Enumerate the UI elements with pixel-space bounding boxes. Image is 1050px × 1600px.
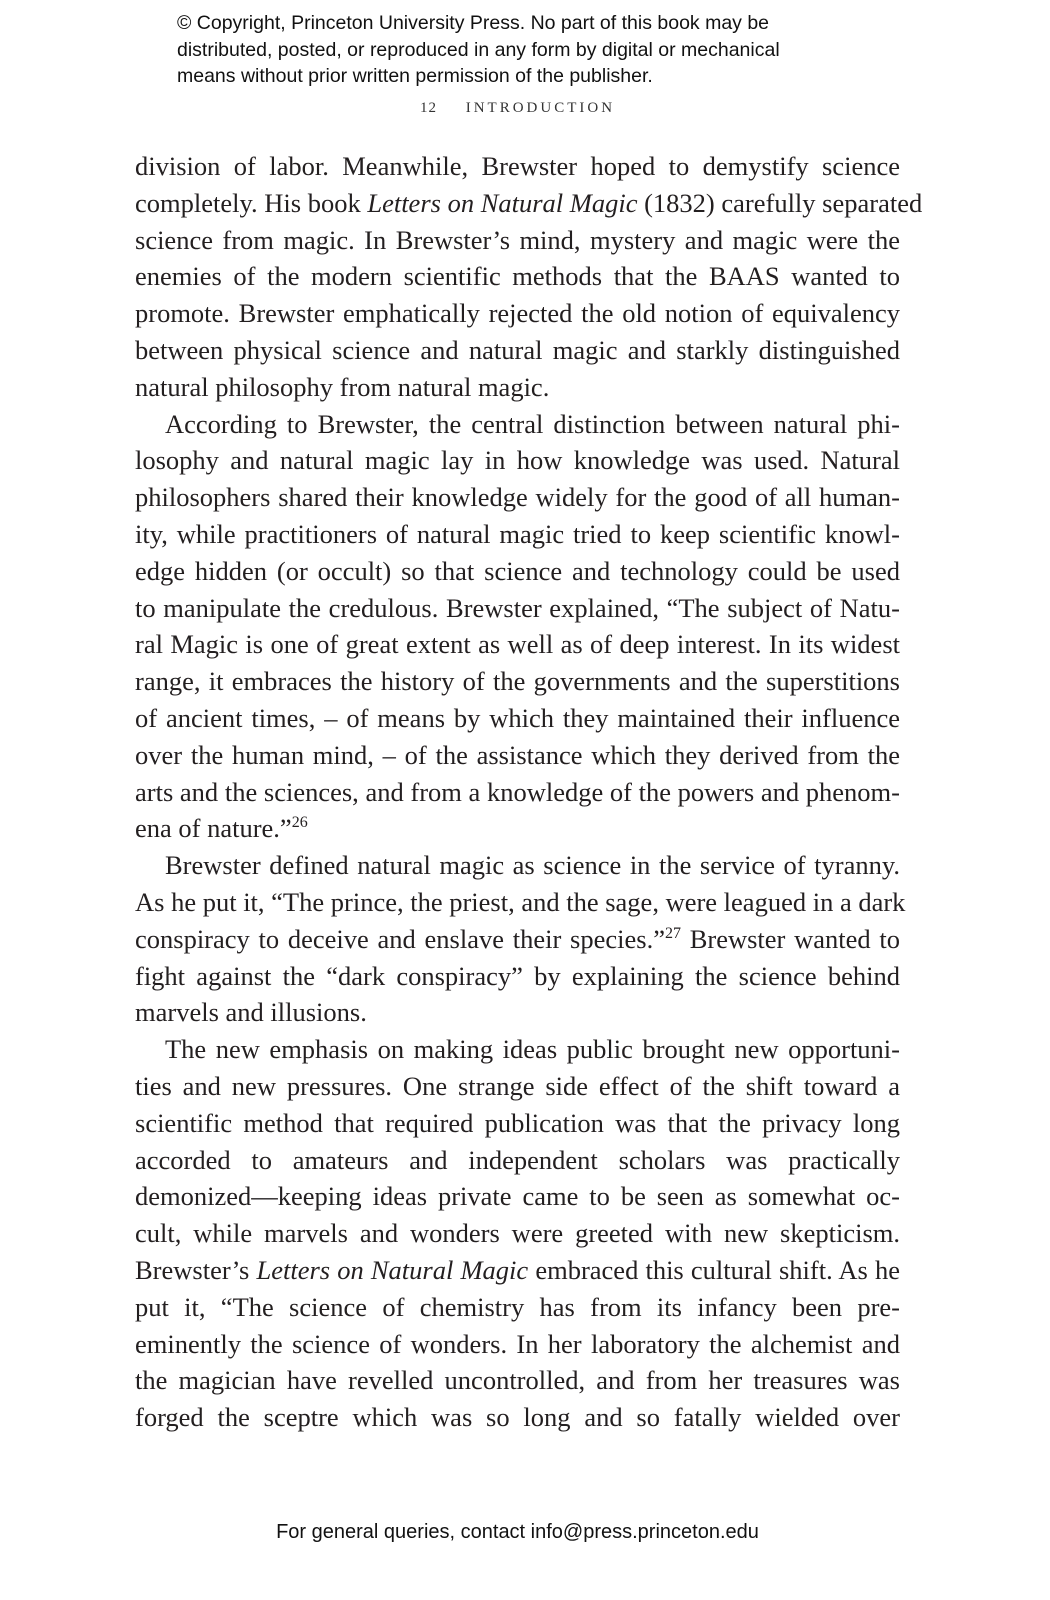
page-number: 12 <box>419 100 437 116</box>
footnote-ref-26[interactable]: 26 <box>291 814 308 832</box>
text-line: accorded to amateurs and independent scholars was practically <box>135 1144 900 1175</box>
text-line: fight against the “dark conspiracy” by explaining the science behind <box>135 960 900 991</box>
text-line: scientific method that required publication was that the privacy long <box>135 1107 900 1138</box>
text-line: ity, while practitioners of natural magic tried to keep scientific knowl- <box>135 518 900 549</box>
text-line: edge hidden (or occult) so that science and technology could be used <box>135 555 900 586</box>
text-line: eminently the science of wonders. In her laboratory the alchemist and <box>135 1328 900 1359</box>
body-text <box>135 148 923 1436</box>
text-line: over the human mind, – of the assistance which they derived from the <box>135 739 900 770</box>
text-line: Brewster’s Letters on Natural Magic embraced this cultural shift. As he <box>135 1254 900 1285</box>
copyright-notice <box>177 10 877 90</box>
text-line: science from magic. In Brewster’s mind, mystery and magic were the <box>135 224 900 255</box>
text-line: philosophers shared their knowledge widely for the good of all human- <box>135 482 900 513</box>
text-line: division of labor. Meanwhile, Brewster hoped to demystify science <box>135 151 900 181</box>
copyright-line: distributed, posted, or reproduced in any form by digital or mechanical <box>177 38 780 61</box>
text-line: cult, while marvels and wonders were greeted with new skepticism. <box>135 1218 900 1249</box>
text-line: ral Magic is one of great extent as well as of deep interest. In its widest <box>135 629 900 660</box>
copyright-line: © Copyright, Princeton University Press. No part of this book may be <box>177 12 770 34</box>
text-line: of ancient times, – of means by which they maintained their influence <box>135 702 900 733</box>
chapter-title: INTRODUCTION <box>465 100 616 116</box>
book-title: Letters on Natural Magic <box>256 1254 529 1285</box>
book-title: Letters on Natural Magic <box>367 187 638 218</box>
text-line: demonized—keeping ideas private came to be seen as somewhat oc- <box>135 1181 900 1212</box>
text-line: arts and the sciences, and from a knowledge of the powers and phenom- <box>135 776 900 807</box>
text-line: between physical science and natural magic and starkly distinguished <box>135 334 900 365</box>
paragraph-start: Brewster defined natural magic as science in the service of tyranny. <box>165 850 900 881</box>
text-line: the magician have revelled uncontrolled, and from her treasures was <box>135 1365 900 1396</box>
footer-contact: For general queries, contact info@press.princeton.edu <box>276 1521 759 1543</box>
text-line: put it, “The science of chemistry has from its infancy been pre- <box>135 1291 900 1322</box>
text-line: completely. His book Letters on Natural Magic (1832) carefully separated <box>135 187 923 218</box>
paragraph-start: The new emphasis on making ideas public brought new opportuni- <box>165 1034 900 1065</box>
text-line: promote. Brewster emphatically rejected the old notion of equivalency <box>135 298 900 329</box>
text-line: As he put it, “The prince, the priest, and the sage, were leagued in a dark <box>135 886 906 917</box>
text-line: ena of nature.”$^{26}$ <box>135 813 308 844</box>
footnote-ref-27[interactable]: 27 <box>664 924 681 942</box>
text-line: conspiracy to deceive and enslave their species.”$^{27}$ Brewster wanted to <box>135 923 900 954</box>
copyright-line: means without prior written permission of the publisher. <box>177 65 653 87</box>
text-line: natural philosophy from natural magic. <box>135 371 550 402</box>
text-line: enemies of the modern scientific methods that the BAAS wanted to <box>135 261 900 292</box>
text-line: to manipulate the credulous. Brewster explained, “The subject of Natu- <box>135 592 900 623</box>
running-head <box>0 100 1035 117</box>
text-line: range, it embraces the history of the governments and the superstitions <box>135 666 900 697</box>
paragraph-start: According to Brewster, the central distinction between natural phi- <box>165 408 900 439</box>
text-line: losophy and natural magic lay in how knowledge was used. Natural <box>135 445 900 476</box>
text-line: marvels and illusions. <box>135 997 367 1028</box>
text-line: forged the sceptre which was so long and so fatally wielded over <box>135 1402 900 1433</box>
text-line: ties and new pressures. One strange side effect of the shift toward a <box>135 1070 900 1101</box>
